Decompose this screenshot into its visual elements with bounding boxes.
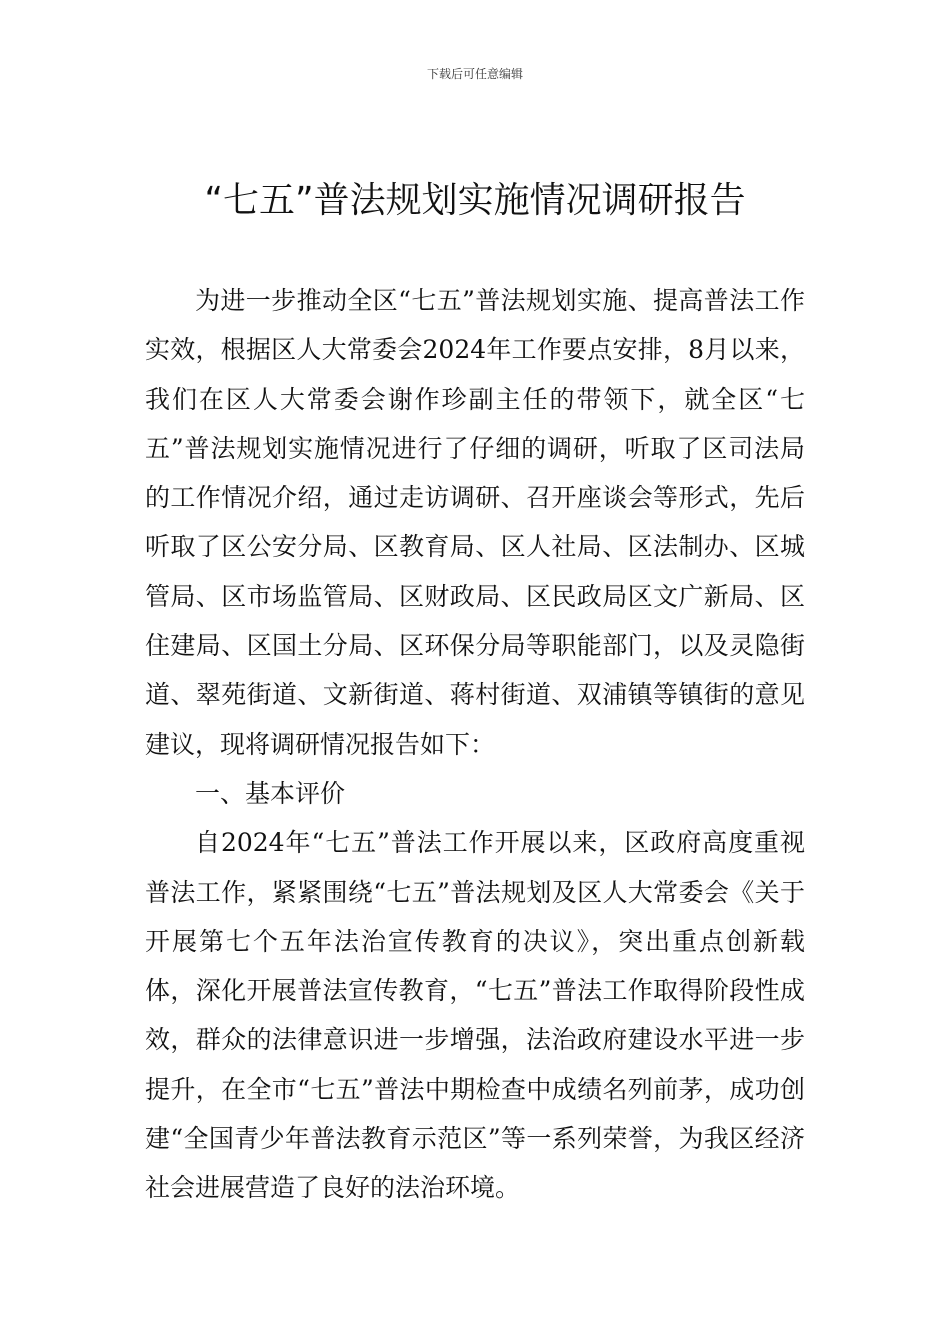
download-note: 下载后可任意编辑 — [426, 67, 523, 81]
intro-paragraph: 为进一步推动全区“七五”普法规划实施、提高普法工作实效，根据区人大常委会2024年工作要点安排，8月以来，我们在区人大常委会谢作珍副主任的带领下，就全区“七五”普法规划实施情况进行了仔细的调研，听取了区司法局的工作情况介绍，通过走访调研、召开座谈会等形式，先后听取了区公安分局、区教育局、区人社局、区法制办、区城管局、区市场监管局、区财政局、区民政局区文广新局、区住建局、区国土分局、区环保分局等职能部门，以及灵隐街道、翠苑街道、文新街道、蒋村街道、双浦镇等镇街的意见建议，现将调研情况报告如下： — [145, 286, 805, 759]
evaluation-paragraph: 自2024年“七五”普法工作开展以来，区政府高度重视普法工作，紧紧围绕“七五”普法规划及区人大常委会《关于开展第七个五年法治宣传教育的决议》，突出重点创新载体，深化开展普法宣传教育，“七五”普法工作取得阶段性成效，群众的法律意识进一步增强，法治政府建设水平进一步提升，在全市“七五”普法中期检查中成绩名列前茅，成功创建“全国青少年普法教育示范区”等一系列荣誉，为我区经济社会进展营造了良好的法治环境。 — [145, 828, 805, 1203]
document-body — [145, 276, 805, 1213]
section-heading-basic-evaluation: 一、基本评价 — [195, 778, 346, 808]
document-title: “七五”普法规划实施情况调研报告 — [204, 180, 746, 221]
